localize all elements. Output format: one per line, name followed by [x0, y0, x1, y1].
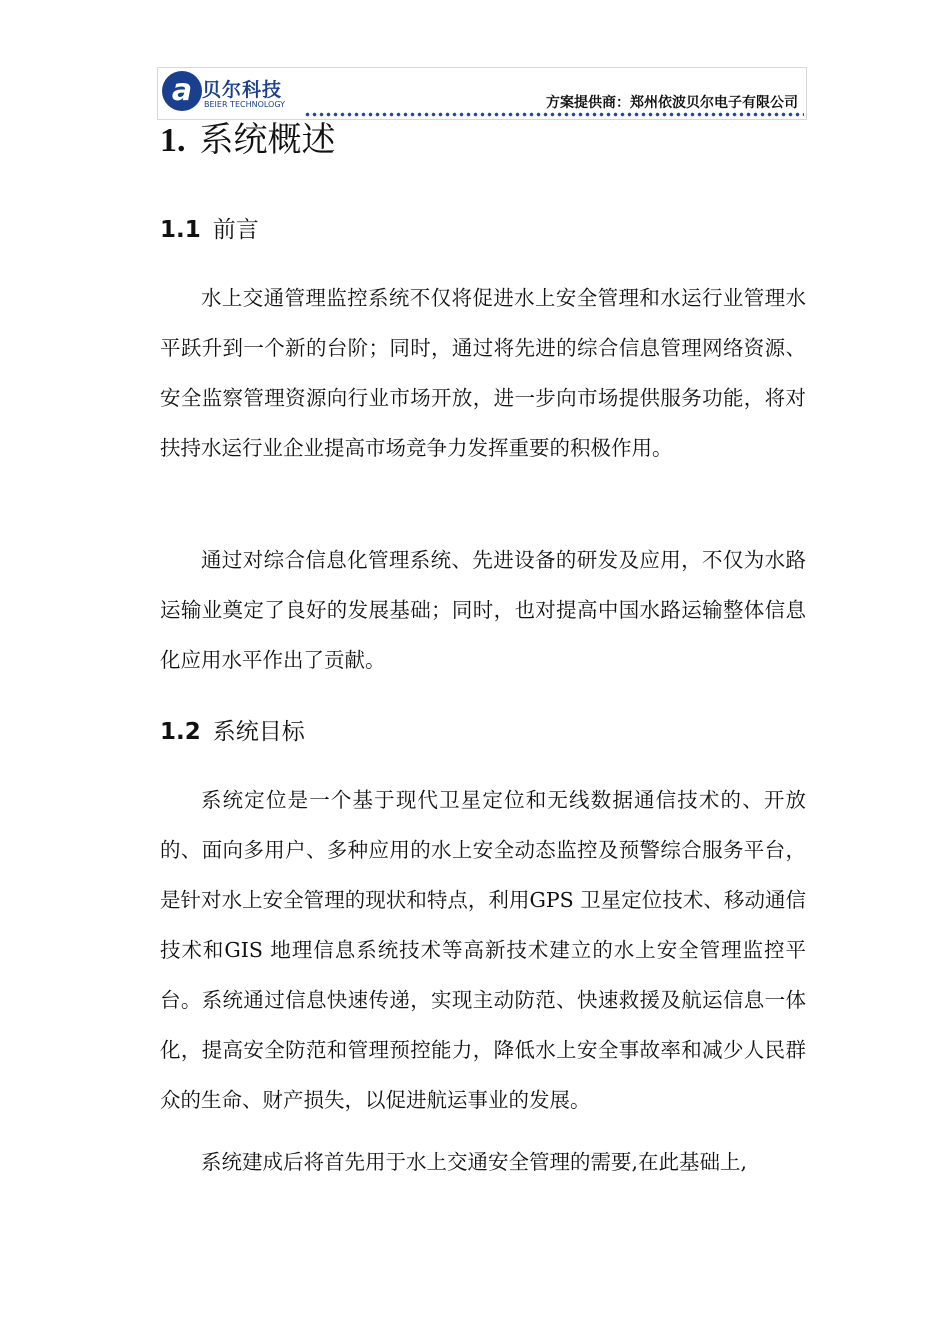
logo-chinese-name: 贝尔科技	[202, 79, 283, 101]
section-heading-preface	[160, 211, 259, 244]
paragraph: 系统定位是一个基于现代卫星定位和无线数据通信技术的、开放的、面向多用户、多种应用的水上安全动态监控及预警综合服务平台，是针对水上安全管理的现状和特点，利用GPS 卫星定位技术、移动通信技术和GIS 地理信息系统技术等高新技术建立的水上安全管理监控平台。系统通过信息快速传递，实现主动防范、快速救援及航运信息一体化，提高安全防范和管理预控能力，降低水上安全事故率和减少人民群众的生命、财产损失，以促进航运事业的发展。	[160, 788, 806, 1112]
section-title: 系统目标	[212, 719, 305, 745]
dotted-divider	[304, 112, 804, 117]
section-title: 前言	[212, 217, 259, 243]
logo-mark-icon: a	[162, 71, 202, 111]
provider-text: 方案提供商：郑州依波贝尔电子有限公司	[546, 95, 798, 111]
section-number: 1.1	[160, 217, 201, 243]
logo-english-name: BEIER TECHNOLOGY	[204, 100, 286, 109]
paragraph: 水上交通管理监控系统不仅将促进水上安全管理和水运行业管理水平跃升到一个新的台阶；同时，通过将先进的综合信息管理网络资源、安全监察管理资源向行业市场开放，进一步向市场提供服务功能，将对扶持水运行业企业提高市场竞争力发挥重要的积极作用。	[160, 286, 806, 460]
paragraph: 通过对综合信息化管理系统、先进设备的研发及应用，不仅为水路运输业奠定了良好的发展基础；同时，也对提高中国水路运输整体信息化应用水平作出了贡献。	[160, 548, 806, 672]
chapter-heading	[160, 112, 336, 161]
chapter-number: 1.	[160, 122, 186, 159]
company-logo	[162, 71, 302, 115]
chapter-title: 系统概述	[199, 120, 336, 160]
section-heading-goals	[160, 713, 305, 746]
section-number: 1.2	[160, 719, 201, 745]
paragraph: 系统建成后将首先用于水上交通安全管理的需要,在此基础上,	[201, 1150, 748, 1174]
